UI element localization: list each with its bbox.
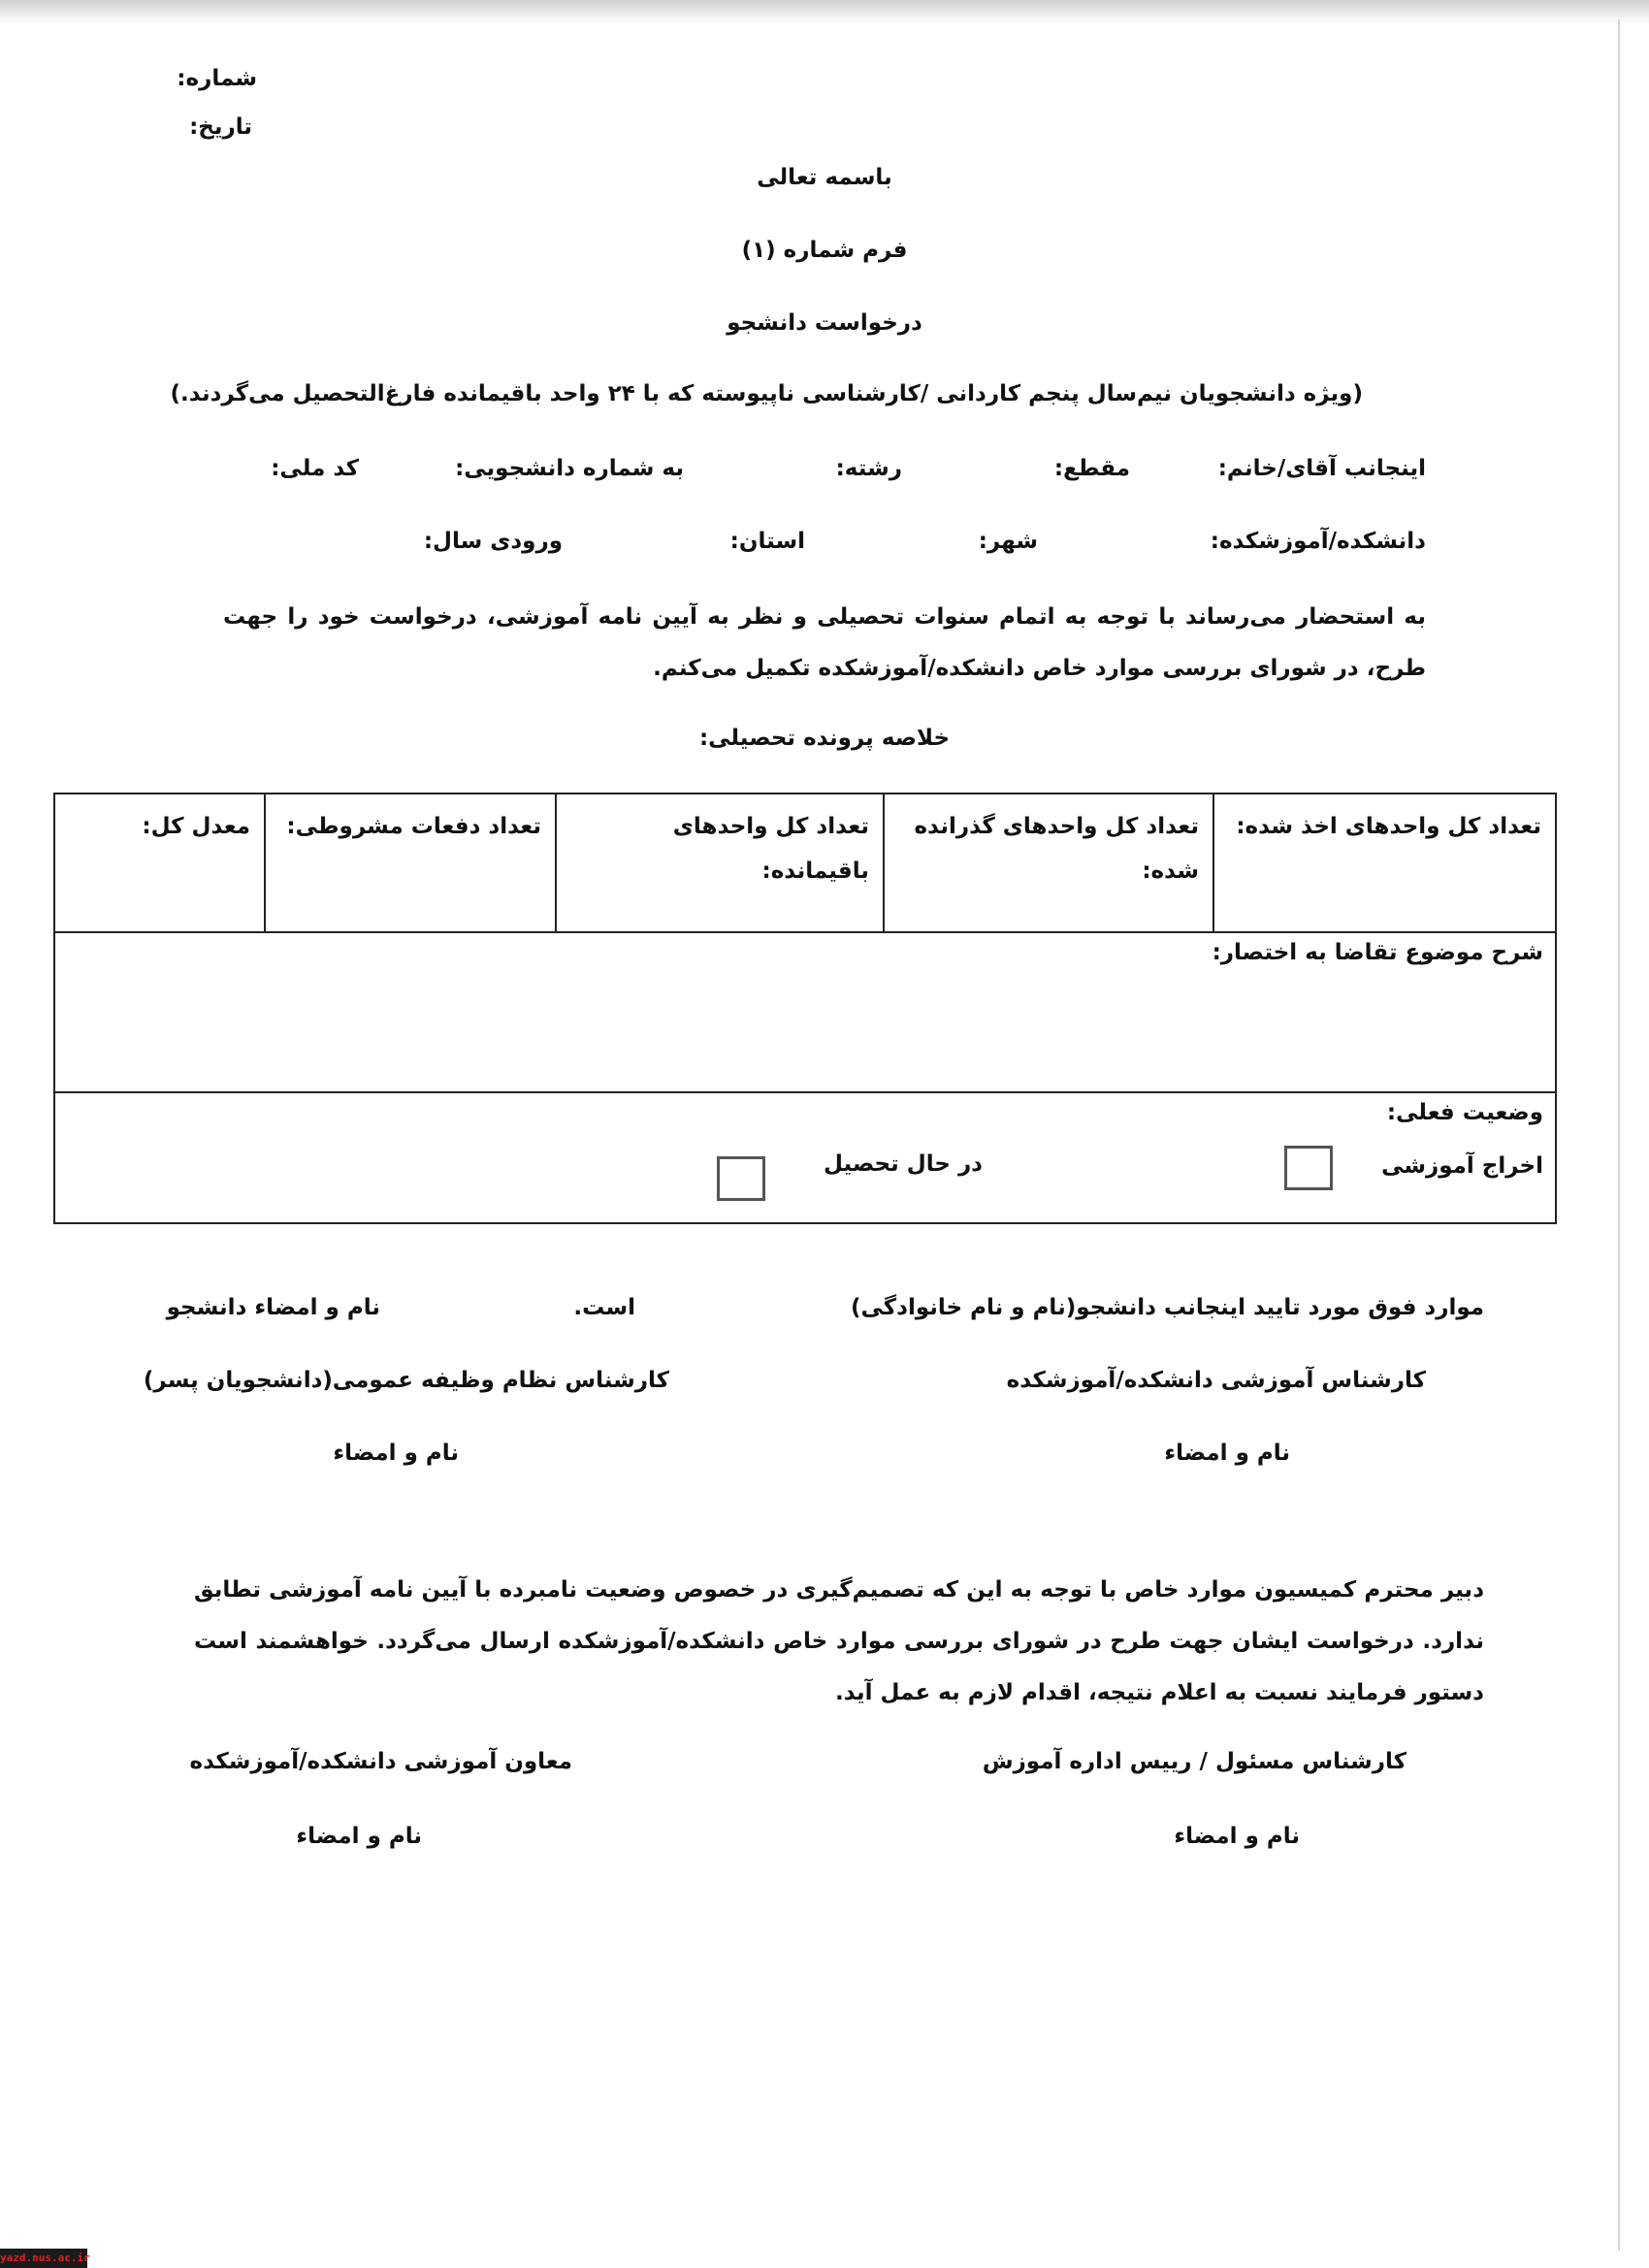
student-signature-label: نام و امضاء دانشجو	[166, 1295, 380, 1320]
form-number: فرم شماره (۱)	[741, 238, 908, 263]
cell-probation-count: تعداد دفعات مشروطی:	[286, 814, 541, 839]
cell-units-passed: تعداد کل واحدهای گذرانده شده:	[914, 814, 1199, 884]
cell-units-taken: تعداد کل واحدهای اخذ شده:	[1236, 814, 1541, 839]
confirmation-text: موارد فوق مورد تایید اینجانب دانشجو(نام و نام خانوادگی)	[851, 1295, 1484, 1320]
field-major: رشته:	[835, 456, 902, 481]
cell-gpa: معدل کل:	[142, 814, 250, 839]
responsible-expert-signature: نام و امضاء	[1174, 1824, 1300, 1849]
status-dismissed-label: اخراج آموزشی	[1381, 1153, 1543, 1179]
summary-title: خلاصه پرونده تحصیلی:	[698, 726, 951, 751]
deputy-title: معاون آموزشی دانشکده/آموزشکده	[189, 1749, 572, 1774]
confirmation-is: است.	[573, 1295, 635, 1320]
scan-edge-right	[1618, 19, 1620, 2251]
cell-units-remaining: تعداد کل واحدهای باقیمانده:	[672, 814, 869, 884]
status-studying-label: در حال تحصیل	[823, 1151, 983, 1177]
field-name: اینجانب آقای/خانم:	[1217, 456, 1426, 481]
commission-paragraph: دبیر محترم کمیسیون موارد خاص با توجه به این که تصمیم‌گیری در خصوص وضعیت نامبرده با آیین نامه آموزشی تطابق ندارد. درخواست ایشان جهت طرح در شورای بررسی موارد خاص دانشکده/آموزشکده ارسال می‌گردد. خواهشمند است دستور فرمایند نسبت به اعلام نتیجه، اقدام لازم به عمل آید.	[194, 1577, 1484, 1705]
field-entry-year: ورودی سال:	[423, 529, 563, 554]
form-subtitle: (ویژه دانشجویان نیم‌سال پنجم کاردانی /کارشناسی ناپیوسته که با ۲۴ واحد باقیمانده فارغ‌التحصیل می‌گردند.)	[170, 381, 1363, 406]
field-faculty: دانشکده/آموزشکده:	[1210, 529, 1426, 554]
request-subject-label: شرح موضوع تقاضا به اختصار:	[1212, 940, 1543, 965]
deputy-signature: نام و امضاء	[296, 1824, 422, 1849]
form-title: درخواست دانشجو	[727, 310, 922, 336]
military-expert-title: کارشناس نظام وظیفه عمومی(دانشجویان پسر)	[143, 1368, 669, 1393]
field-city: شهر:	[978, 529, 1038, 554]
faculty-expert-signature: نام و امضاء	[1164, 1441, 1290, 1466]
academic-summary-table	[53, 793, 1557, 1224]
status-studying-checkbox[interactable]	[717, 1156, 765, 1201]
site-badge: yazd.nus.ac.ir	[0, 2249, 87, 2268]
current-status-label: وضعیت فعلی:	[1386, 1100, 1543, 1125]
faculty-expert-title: کارشناس آموزشی دانشکده/آموزشکده	[1006, 1368, 1426, 1393]
field-province: استان:	[729, 529, 805, 554]
field-student-number: به شماره دانشجویی:	[455, 456, 684, 481]
date-label: تاریخ:	[189, 114, 252, 140]
number-label: شماره:	[177, 66, 257, 91]
scan-edge-top	[0, 0, 1649, 25]
status-dismissed-checkbox[interactable]	[1284, 1146, 1333, 1190]
field-level: مقطع:	[1053, 456, 1130, 481]
field-national-code: کد ملی:	[271, 456, 359, 481]
responsible-expert-title: کارشناس مسئول / رییس اداره آموزش	[982, 1749, 1406, 1774]
invocation: باسمه تعالی	[757, 165, 892, 190]
table-row-divider	[55, 1091, 1555, 1093]
request-paragraph: به استحضار می‌رساند با توجه به اتمام سنوات تحصیلی و نظر به آیین نامه آموزشی، درخواست خود را جهت طرح، در شورای بررسی موارد خاص دانشکده/آموزشکده تکمیل می‌کنم.	[223, 604, 1426, 681]
military-expert-signature: نام و امضاء	[333, 1441, 459, 1466]
